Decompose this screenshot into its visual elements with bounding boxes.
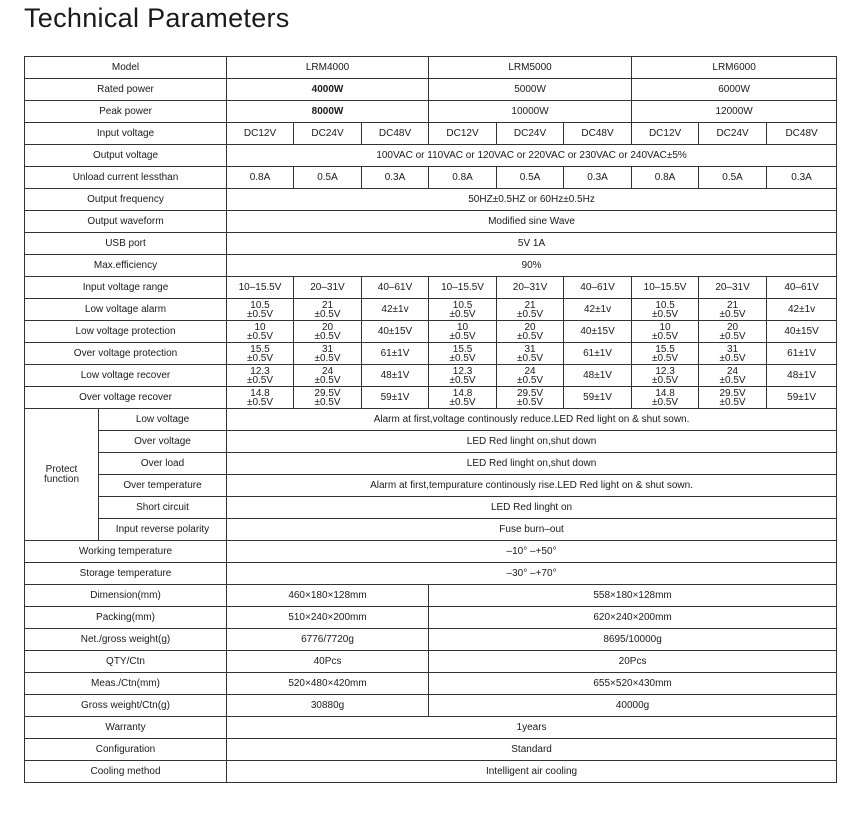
threshold-cell: [429, 387, 497, 409]
output-frequency-value: 50HZ±0.5HZ or 60Hz±0.5Hz: [227, 189, 837, 211]
unload-current-value: 0.5A: [294, 167, 362, 189]
row-input-voltage: [25, 123, 837, 145]
threshold-cell: [497, 387, 564, 409]
threshold-tolerance: ±0.5V: [246, 352, 274, 364]
threshold-cell: 61±1V: [564, 343, 632, 365]
protect-label: Over voltage: [99, 431, 227, 453]
label-low-voltage-protection: Low voltage protection: [25, 321, 227, 343]
output-waveform-value: Modified sine Wave: [227, 211, 837, 233]
label-over-voltage-protection: Over voltage protection: [25, 343, 227, 365]
input-voltage-value: DC24V: [497, 123, 564, 145]
threshold-cell: [429, 321, 497, 343]
row-protect: [25, 453, 837, 475]
threshold-cell: [294, 321, 362, 343]
row-unload-current: [25, 167, 837, 189]
protect-label: Over load: [99, 453, 227, 475]
threshold-value: 12.3: [452, 365, 473, 377]
input-voltage-value: DC48V: [564, 123, 632, 145]
protect-value: LED Red linght on: [227, 497, 837, 519]
threshold-tolerance: ±0.5V: [517, 374, 544, 386]
row-model: [25, 57, 837, 79]
row-warranty: [25, 717, 837, 739]
threshold-cell: 61±1V: [362, 343, 429, 365]
threshold-value: 12.3: [655, 365, 675, 377]
label-warranty: Warranty: [25, 717, 227, 739]
input-range-value: 10–15.5V: [632, 277, 699, 299]
threshold-tolerance: ±0.5V: [719, 308, 746, 320]
threshold-cell: 59±1V: [362, 387, 429, 409]
threshold-tolerance: ±0.5V: [652, 330, 679, 342]
threshold-cell: 48±1V: [564, 365, 632, 387]
row-packing: [25, 607, 837, 629]
threshold-cell: [632, 321, 699, 343]
threshold-value: 10.5: [655, 299, 675, 311]
row-low-voltage-recover: [25, 365, 837, 387]
threshold-tolerance: ±0.5V: [517, 352, 544, 364]
threshold-cell: [294, 299, 362, 321]
protect-label: Over temperature: [99, 475, 227, 497]
label-unload-current: Unload current lessthan: [25, 167, 227, 189]
net-gross-weight-value: 8695/10000g: [429, 629, 837, 651]
threshold-tolerance: ±0.5V: [449, 330, 476, 342]
label-output-waveform: Output waveform: [25, 211, 227, 233]
threshold-value: 21: [524, 299, 536, 311]
spec-table: [24, 56, 837, 783]
row-peak-power: [25, 101, 837, 123]
label-output-frequency: Output frequency: [25, 189, 227, 211]
label-low-voltage-alarm: Low voltage alarm: [25, 299, 227, 321]
row-over-voltage-recover: [25, 387, 837, 409]
row-qty-ctn: [25, 651, 837, 673]
threshold-value: 31: [524, 343, 536, 355]
threshold-value: 10.5: [452, 299, 473, 311]
label-qty-ctn: QTY/Ctn: [25, 651, 227, 673]
threshold-cell: [429, 343, 497, 365]
threshold-value: 10: [456, 321, 469, 333]
label-input-voltage: Input voltage: [25, 123, 227, 145]
threshold-tolerance: ±0.5V: [314, 374, 341, 386]
threshold-tolerance: ±0.5V: [449, 396, 476, 408]
unload-current-value: 0.5A: [497, 167, 564, 189]
label-max-efficiency: Max.efficiency: [25, 255, 227, 277]
gross-weight-ctn-value: 40000g: [429, 695, 837, 717]
working-temperature-value: –10° –+50°: [227, 541, 837, 563]
threshold-value: 15.5: [655, 343, 675, 355]
label-over-voltage-recover: Over voltage recover: [25, 387, 227, 409]
unload-current-value: 0.3A: [564, 167, 632, 189]
threshold-value: 29.5V: [516, 387, 544, 399]
threshold-value: 20: [321, 321, 334, 333]
row-meas-ctn: [25, 673, 837, 695]
row-rated-power: [25, 79, 837, 101]
model-name: LRM6000: [632, 57, 837, 79]
label-dimension: Dimension(mm): [25, 585, 227, 607]
threshold-cell: 48±1V: [362, 365, 429, 387]
input-range-value: 20–31V: [497, 277, 564, 299]
output-voltage-value: 100VAC or 110VAC or 120VAC or 220VAC or 230VAC or 240VAC±5%: [227, 145, 837, 167]
threshold-cell: 59±1V: [767, 387, 837, 409]
row-protect: [25, 497, 837, 519]
threshold-cell: [227, 343, 294, 365]
row-output-frequency: [25, 189, 837, 211]
threshold-cell: [699, 343, 767, 365]
label-meas-ctn: Meas./Ctn(mm): [25, 673, 227, 695]
unload-current-value: 0.5A: [699, 167, 767, 189]
protect-value: LED Red linght on,shut down: [227, 431, 837, 453]
threshold-cell: 40±15V: [767, 321, 837, 343]
threshold-cell: 40±15V: [564, 321, 632, 343]
row-low-voltage-alarm: [25, 299, 837, 321]
threshold-cell: [632, 365, 699, 387]
label-model: Model: [25, 57, 227, 79]
threshold-value: 15.5: [452, 343, 473, 355]
threshold-cell: 40±15V: [362, 321, 429, 343]
threshold-value: 10: [254, 321, 266, 333]
threshold-value: 31: [321, 343, 334, 355]
threshold-cell: 59±1V: [564, 387, 632, 409]
label-net-gross-weight: Net./gross weight(g): [25, 629, 227, 651]
unload-current-value: 0.3A: [362, 167, 429, 189]
input-voltage-value: DC12V: [227, 123, 294, 145]
threshold-value: 14.8: [655, 387, 675, 399]
net-gross-weight-value: 6776/7720g: [227, 629, 429, 651]
threshold-cell: [699, 321, 767, 343]
threshold-tolerance: ±0.5V: [246, 308, 274, 320]
threshold-cell: [227, 299, 294, 321]
usb-port-value: 5V 1A: [227, 233, 837, 255]
threshold-tolerance: ±0.5V: [652, 396, 679, 408]
rated-power-value: 6000W: [632, 79, 837, 101]
threshold-tolerance: ±0.5V: [314, 330, 341, 342]
threshold-cell: [632, 343, 699, 365]
threshold-tolerance: ±0.5V: [246, 396, 274, 408]
threshold-tolerance: ±0.5V: [246, 330, 274, 342]
row-protect: [25, 431, 837, 453]
row-dimension: [25, 585, 837, 607]
rated-power-value: 4000W: [227, 79, 429, 101]
unload-current-value: 0.8A: [632, 167, 699, 189]
input-voltage-value: DC48V: [362, 123, 429, 145]
row-configuration: [25, 739, 837, 761]
label-protect-function: [25, 409, 99, 541]
row-storage-temperature: [25, 563, 837, 585]
threshold-tolerance: ±0.5V: [517, 330, 544, 342]
max-efficiency-value: 90%: [227, 255, 837, 277]
input-voltage-value: DC12V: [632, 123, 699, 145]
threshold-tolerance: ±0.5V: [719, 352, 746, 364]
protect-value: Alarm at first,tempurature continously rise.LED Red light on & shut sown.: [227, 475, 837, 497]
threshold-value: 31: [727, 343, 739, 355]
input-range-value: 20–31V: [294, 277, 362, 299]
storage-temperature-value: –30° –+70°: [227, 563, 837, 585]
qty-ctn-value: 20Pcs: [429, 651, 837, 673]
threshold-cell: [227, 365, 294, 387]
threshold-cell: [632, 387, 699, 409]
threshold-tolerance: ±0.5V: [246, 374, 274, 386]
row-gross-weight-ctn: [25, 695, 837, 717]
peak-power-value: 12000W: [632, 101, 837, 123]
threshold-cell: [699, 299, 767, 321]
threshold-cell: [294, 387, 362, 409]
label-configuration: Configuration: [25, 739, 227, 761]
row-output-voltage: [25, 145, 837, 167]
label-rated-power: Rated power: [25, 79, 227, 101]
unload-current-value: 0.8A: [227, 167, 294, 189]
gross-weight-ctn-value: 30880g: [227, 695, 429, 717]
threshold-cell: 61±1V: [767, 343, 837, 365]
threshold-value: 20: [727, 321, 739, 333]
threshold-tolerance: ±0.5V: [314, 352, 341, 364]
threshold-value: 29.5V: [314, 387, 341, 399]
threshold-value: 12.3: [250, 365, 270, 377]
threshold-tolerance: ±0.5V: [652, 308, 679, 320]
threshold-tolerance: ±0.5V: [449, 374, 476, 386]
row-net-gross-weight: [25, 629, 837, 651]
threshold-cell: [429, 299, 497, 321]
input-voltage-value: DC24V: [294, 123, 362, 145]
label-peak-power: Peak power: [25, 101, 227, 123]
threshold-tolerance: ±0.5V: [449, 308, 476, 320]
threshold-cell: [227, 321, 294, 343]
threshold-value: 10.5: [250, 299, 270, 311]
packing-value: 620×240×200mm: [429, 607, 837, 629]
protect-value: Alarm at first,voltage continously reduce.LED Red light on & shut sown.: [227, 409, 837, 431]
threshold-value: 14.8: [452, 387, 473, 399]
rated-power-value: 5000W: [429, 79, 632, 101]
input-range-value: 40–61V: [767, 277, 837, 299]
threshold-cell: [294, 365, 362, 387]
row-max-efficiency: [25, 255, 837, 277]
protect-label-line: Protect: [45, 463, 78, 475]
page-title: Technical Parameters: [24, 3, 290, 33]
threshold-cell: 42±1v: [564, 299, 632, 321]
threshold-value: 21: [727, 299, 739, 311]
packing-value: 510×240×200mm: [227, 607, 429, 629]
threshold-value: 20: [524, 321, 536, 333]
row-protect: [25, 519, 837, 541]
label-packing: Packing(mm): [25, 607, 227, 629]
threshold-value: 14.8: [250, 387, 270, 399]
input-range-value: 20–31V: [699, 277, 767, 299]
protect-label-line: function: [43, 473, 80, 485]
threshold-tolerance: ±0.5V: [517, 396, 544, 408]
input-voltage-value: DC12V: [429, 123, 497, 145]
protect-label: Low voltage: [99, 409, 227, 431]
label-storage-temperature: Storage temperature: [25, 563, 227, 585]
threshold-value: 24: [727, 365, 739, 377]
input-range-value: 40–61V: [564, 277, 632, 299]
threshold-cell: [497, 321, 564, 343]
protect-label: Short circuit: [99, 497, 227, 519]
configuration-value: Standard: [227, 739, 837, 761]
threshold-tolerance: ±0.5V: [517, 308, 544, 320]
threshold-tolerance: ±0.5V: [719, 330, 746, 342]
label-gross-weight-ctn: Gross weight/Ctn(g): [25, 695, 227, 717]
threshold-cell: [227, 387, 294, 409]
input-voltage-value: DC24V: [699, 123, 767, 145]
label-input-voltage-range: Input voltage range: [25, 277, 227, 299]
threshold-cell: [699, 387, 767, 409]
threshold-value: 29.5V: [719, 387, 746, 399]
input-range-value: 40–61V: [362, 277, 429, 299]
row-input-voltage-range: [25, 277, 837, 299]
threshold-tolerance: ±0.5V: [449, 352, 476, 364]
row-protect: [25, 409, 837, 431]
threshold-cell: [497, 343, 564, 365]
unload-current-value: 0.3A: [767, 167, 837, 189]
threshold-cell: [632, 299, 699, 321]
threshold-cell: 42±1v: [362, 299, 429, 321]
threshold-cell: [699, 365, 767, 387]
row-protect: [25, 475, 837, 497]
input-voltage-value: DC48V: [767, 123, 837, 145]
threshold-tolerance: ±0.5V: [652, 374, 679, 386]
unload-current-value: 0.8A: [429, 167, 497, 189]
peak-power-value: 10000W: [429, 101, 632, 123]
dimension-value: 558×180×128mm: [429, 585, 837, 607]
meas-ctn-value: 520×480×420mm: [227, 673, 429, 695]
protect-value: Fuse burn–out: [227, 519, 837, 541]
meas-ctn-value: 655×520×430mm: [429, 673, 837, 695]
model-name: LRM4000: [227, 57, 429, 79]
threshold-tolerance: ±0.5V: [652, 352, 679, 364]
label-usb-port: USB port: [25, 233, 227, 255]
label-working-temperature: Working temperature: [25, 541, 227, 563]
row-working-temperature: [25, 541, 837, 563]
threshold-cell: [497, 365, 564, 387]
threshold-cell: 48±1V: [767, 365, 837, 387]
dimension-value: 460×180×128mm: [227, 585, 429, 607]
threshold-cell: [294, 343, 362, 365]
label-output-voltage: Output voltage: [25, 145, 227, 167]
warranty-value: 1years: [227, 717, 837, 739]
protect-value: LED Red linght on,shut down: [227, 453, 837, 475]
row-output-waveform: [25, 211, 837, 233]
qty-ctn-value: 40Pcs: [227, 651, 429, 673]
peak-power-value: 8000W: [227, 101, 429, 123]
protect-label: Input reverse polarity: [99, 519, 227, 541]
threshold-cell: 42±1v: [767, 299, 837, 321]
row-cooling-method: [25, 761, 837, 783]
threshold-tolerance: ±0.5V: [719, 396, 746, 408]
threshold-value: 21: [321, 299, 334, 311]
label-cooling-method: Cooling method: [25, 761, 227, 783]
threshold-tolerance: ±0.5V: [314, 308, 341, 320]
cooling-method-value: Intelligent air cooling: [227, 761, 837, 783]
row-usb-port: [25, 233, 837, 255]
row-over-voltage-protection: [25, 343, 837, 365]
threshold-cell: [429, 365, 497, 387]
row-low-voltage-protection: [25, 321, 837, 343]
threshold-value: 24: [524, 365, 536, 377]
threshold-value: 24: [321, 365, 334, 377]
input-range-value: 10–15.5V: [429, 277, 497, 299]
label-low-voltage-recover: Low voltage recover: [25, 365, 227, 387]
input-range-value: 10–15.5V: [227, 277, 294, 299]
model-name: LRM5000: [429, 57, 632, 79]
threshold-value: 15.5: [250, 343, 270, 355]
threshold-value: 10: [659, 321, 671, 333]
threshold-cell: [497, 299, 564, 321]
threshold-tolerance: ±0.5V: [314, 396, 341, 408]
threshold-tolerance: ±0.5V: [719, 374, 746, 386]
